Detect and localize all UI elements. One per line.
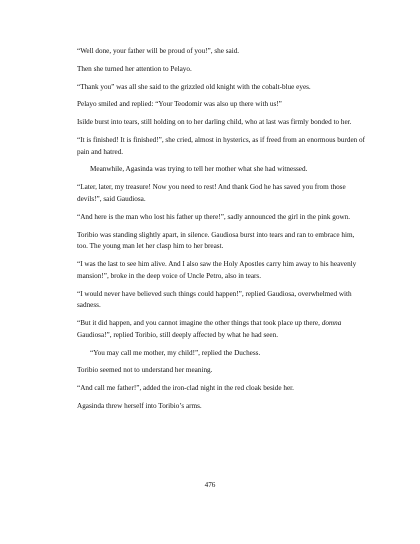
paragraph-17: Agasinda threw herself into Toribio’s arms.: [77, 401, 202, 410]
paragraph-13-end: Gaudiosa!”, replied Toribio, still deeply affected by what he had seen.: [77, 319, 344, 339]
paragraph-10: Toribio was standing slightly apart, in silence. Gaudiosa burst into tears and ran to embrace him, too. The young man let her clasp him to her breast.: [77, 230, 357, 251]
paragraph-13: [77, 318, 367, 341]
paragraph-15: Toribio seemed not to understand her meaning.: [77, 366, 213, 375]
paragraph-9: “And here is the man who lost his father up there!”, sadly announced the girl in the pink gown.: [77, 212, 351, 221]
paragraph-1: “Well done, your father will be proud of you!”, she said.: [77, 47, 240, 55]
paragraph-16: “And call me father!”, added the iron-clad night in the red cloak beside her.: [77, 384, 294, 393]
paragraph-3: “Thank you” was all she said to the grizzled old knight with the cobalt-blue eyes.: [77, 82, 311, 91]
paragraph-13-start: “But it did happen, and you cannot imagine the other things that took place up there,: [77, 319, 322, 328]
page-number: 476: [204, 481, 216, 489]
paragraph-7: Meanwhile, Agasinda was trying to tell her mother what she had witnessed.: [90, 165, 308, 174]
paragraph-5: Isilde burst into tears, still holding on to her darling child, who at last was firmly bonded to her.: [77, 118, 352, 127]
paragraph-12: “I would never have believed such things could happen!”, replied Gaudiosa, overwhelmed with sadness.: [77, 289, 354, 310]
paragraph-2: Then she turned her attention to Pelayo.: [77, 64, 192, 73]
body-text: [77, 46, 367, 419]
paragraph-13-italic: domna: [321, 319, 342, 328]
paragraph-11: “I was the last to see him alive. And I also saw the Holy Apostles carry him away to his heavenly mansion!”, broke in the deep voice of Uncle Petro, also in tears.: [77, 260, 359, 280]
paragraph-6: “It is finished! It is finished!”, she cried, almost in hysterics, as if freed from an enormous burden of pain and hatred.: [77, 135, 367, 156]
paragraph-8: “Later, later, my treasure! Now you need to rest! And thank God he has saved you from those devils!”, said Gaudiosa.: [77, 183, 348, 203]
paragraph-4: Pelayo smiled and replied: “Your Teodomir was also up there with us!”: [77, 100, 282, 109]
paragraph-14: “You may call me mother, my child!”, replied the Duchess.: [90, 348, 261, 357]
